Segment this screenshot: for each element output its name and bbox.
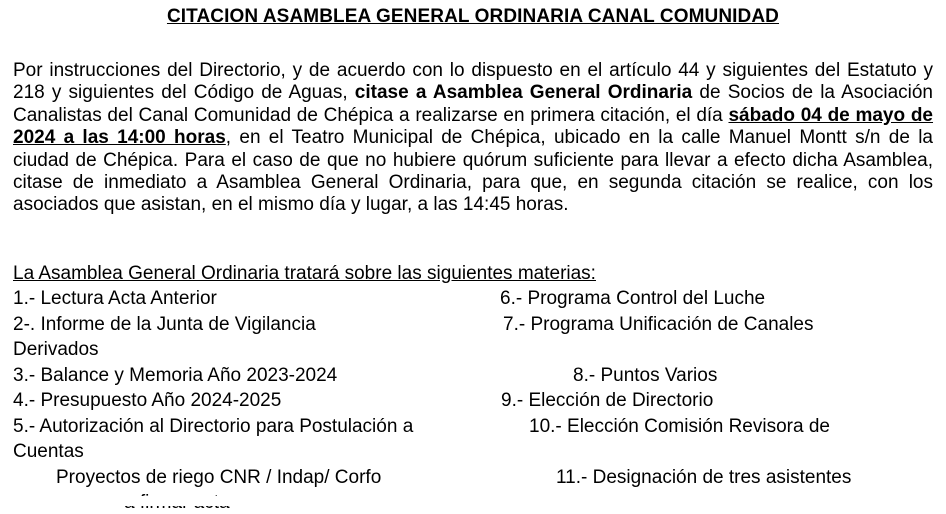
agenda-item-10: 10.- Elección Comisión Revisora de (529, 416, 830, 437)
paragraph-text-3: , en el Teatro Municipal de Chépica, ubicado en la calle Manuel Montt s/n de la ciudad de Chépica. Para el caso de que no hubiere quórum suficiente para llevar a efecto dicha Asamblea, citase de inmediato a Asamblea General Ordinaria, para que, en segunda citación se realice, con los asociados que asistan, en el mismo día y lugar, a las 14:45 horas. (13, 127, 934, 216)
paragraph-text-2: de Socios de la Asociación Canalistas del Canal Comunidad de Chépica a realizarse en primera citación, el día (13, 82, 934, 126)
document-title: CITACION ASAMBLEA GENERAL ORDINARIA CANAL COMUNIDAD (166, 6, 780, 27)
page-cutoff (0, 496, 946, 506)
agenda-item-6: 6.- Programa Control del Luche (500, 288, 766, 309)
agenda-item-2-continuation: Derivados (13, 339, 99, 360)
citation-paragraph (13, 60, 933, 217)
agenda-item-9: 9.- Elección de Directorio (501, 390, 714, 411)
agenda-item-8: 8.- Puntos Varios (573, 365, 718, 386)
paragraph-text-1: Por instrucciones del Directorio, y de acuerdo con lo dispuesto en el artículo 44 y siguientes del Estatuto y 218 y siguientes del Código de Aguas, (13, 60, 933, 104)
agenda-item-2: 2-. Informe de la Junta de Vigilancia (13, 314, 316, 335)
agenda-subtitle: La Asamblea General Ordinaria tratará sobre las siguientes materias: (13, 263, 596, 284)
paragraph-bold-citation: citase a Asamblea General Ordinaria (354, 82, 693, 104)
agenda-item-5: 5.- Autorización al Directorio para Postulación a (13, 416, 414, 437)
agenda-item-1: 1.- Lectura Acta Anterior (13, 288, 217, 309)
agenda-item-11: 11.- Designación de tres asistentes (556, 467, 852, 488)
agenda-item-5-continuation: Cuentas (13, 441, 84, 462)
paragraph-date-time: sábado 04 de mayo de 2024 a las 14:00 horas (13, 104, 934, 149)
agenda-item-7: 7.- Programa Unificación de Canales (503, 314, 814, 335)
agenda-item-3: 3.- Balance y Memoria Año 2023-2024 (13, 365, 338, 386)
agenda-item-4: 4.- Presupuesto Año 2024-2025 (13, 390, 282, 411)
agenda-item-5-projects: Proyectos de riego CNR / Indap/ Corfo (56, 467, 382, 488)
